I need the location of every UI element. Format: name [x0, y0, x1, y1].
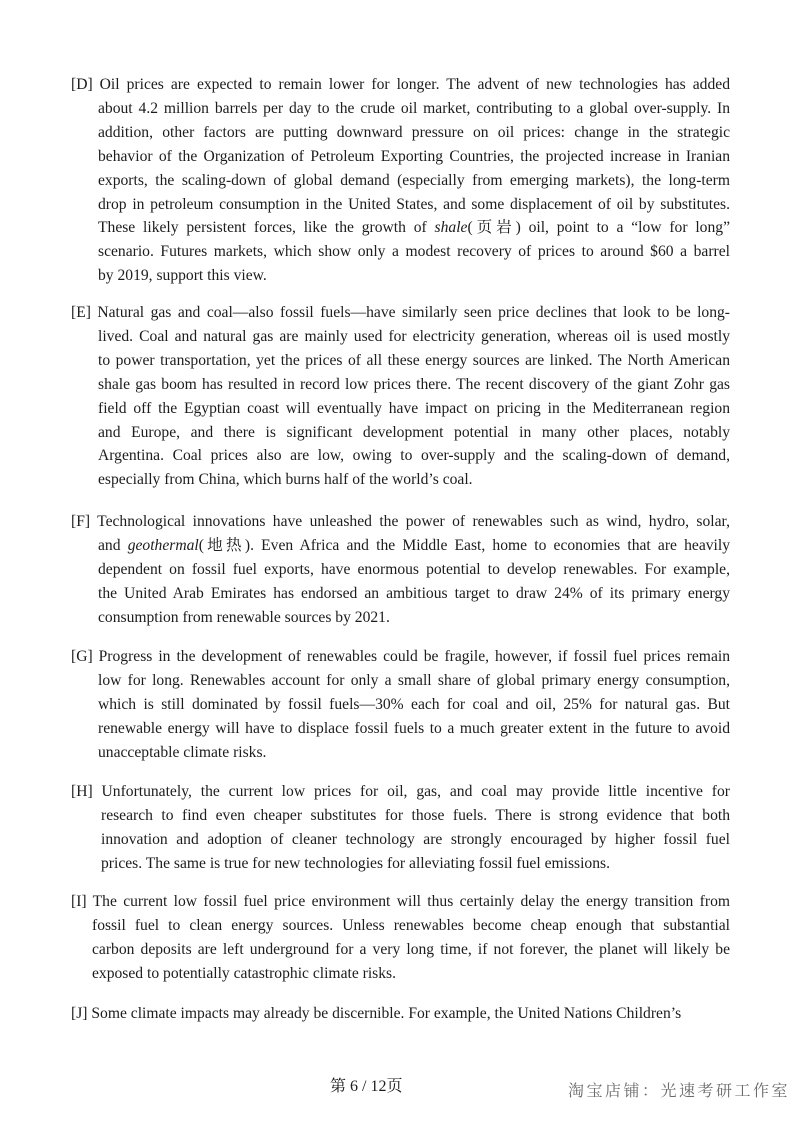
text-line: shale gas boom has resulted in record low prices there. The recent discovery of the giant Zohr gas	[98, 375, 730, 393]
text-line: consumption from renewable sources by 2021.	[98, 608, 390, 626]
paragraph-g	[71, 645, 730, 765]
text-line: [J] Some climate impacts may already be discernible. For example, the United Nations Children’s	[71, 1005, 682, 1022]
text-line: carbon deposits are left underground for a very long time, if not forever, the planet will likely be	[92, 940, 730, 958]
text-line: unacceptable climate risks.	[98, 743, 267, 761]
italic-term: shale	[434, 219, 468, 237]
text-line: [E] Natural gas and coal—also fossil fuels—have similarly seen price declines that look to be long-	[71, 304, 730, 321]
text-line: exposed to potentially catastrophic climate risks.	[92, 964, 396, 982]
paragraph-j	[71, 1002, 730, 1026]
text-line: renewable energy will have to displace fossil fuels to a much greater extent in the future to avoid	[98, 719, 730, 737]
text-line: addition, other factors are putting downward pressure on oil prices: change in the strategic	[98, 123, 730, 141]
text-line: Argentina. Coal prices also are low, owing to over-supply and the scaling-down of demand,	[98, 447, 730, 465]
text-line: [D] Oil prices are expected to remain lower for longer. The advent of new technologies has added	[71, 76, 730, 93]
text-line: behavior of the Organization of Petroleum Exporting Countries, the projected increase in Iranian	[98, 147, 730, 165]
text-line: prices. The same is true for new technologies for alleviating fossil fuel emissions.	[101, 854, 610, 872]
text-line: drop in petroleum consumption in the United States, and some displacement of oil by substitutes.	[98, 195, 730, 213]
text-line: lived. Coal and natural gas are mainly used for electricity generation, whereas oil is used mostly	[98, 327, 730, 345]
paragraph-e	[71, 301, 730, 492]
text-line: especially from China, which burns half of the world’s coal.	[98, 471, 473, 489]
text-line: by 2019, support this view.	[98, 267, 267, 285]
text-line: the United Arab Emirates has endorsed an ambitious target to draw 24% of its primary energy	[98, 584, 730, 602]
text-line: exports, the scaling-down of global demand (especially from emerging markets), the long-term	[98, 171, 730, 189]
text-line: field off the Egyptian coast will eventually have impact on pricing in the Mediterranean region	[98, 399, 730, 417]
paragraph-f	[71, 510, 730, 630]
text-line: and geothermal(地热). Even Africa and the Middle East, home to economies that are heavily	[98, 536, 731, 554]
text-line: [F] Technological innovations have unleashed the power of renewables such as wind, hydro, solar,	[71, 513, 730, 530]
text-line: to power transportation, yet the prices of all these energy sources are linked. The North American	[98, 351, 730, 369]
text-line: scenario. Futures markets, which show only a modest recovery of prices to around $60 a barrel	[98, 243, 730, 261]
page-number: 第 6 / 12页	[330, 1078, 403, 1095]
text-line: fossil fuel to clean energy sources. Unless renewables become cheap enough that substantial	[92, 916, 730, 934]
text-line: low for long. Renewables account for only a small share of global primary energy consumption,	[98, 671, 730, 689]
paragraph-i	[71, 890, 730, 986]
paragraph-h	[71, 780, 730, 876]
shop-watermark: 淘宝店铺：光速考研工作室	[568, 1081, 791, 1100]
text-line: dependent on fossil fuel exports, have enormous potential to develop renewables. For example,	[98, 560, 730, 578]
text-line: [G] Progress in the development of renewables could be fragile, however, if fossil fuel prices remain	[71, 648, 730, 665]
text-line: [H] Unfortunately, the current low prices for oil, gas, and coal may provide little incentive for	[71, 783, 730, 800]
italic-term: geothermal	[127, 536, 199, 554]
text-line: and Europe, and there is significant development potential in many other places, notably	[98, 423, 730, 441]
text-line: [I] The current low fossil fuel price environment will thus certainly delay the energy transition from	[71, 893, 730, 910]
text-line: which is still dominated by fossil fuels—30% each for coal and oil, 25% for natural gas. But	[98, 695, 730, 713]
text-line: research to find even cheaper substitutes for those fuels. There is strong evidence that both	[101, 806, 730, 824]
text-line: about 4.2 million barrels per day to the crude oil market, contributing to a global over-supply. In	[98, 99, 730, 117]
text-line: These likely persistent forces, like the growth of shale(页岩) oil, point to a “low for long”	[98, 219, 730, 237]
text-line: innovation and adoption of cleaner technology are strongly encouraged by higher fossil fuel	[101, 830, 730, 848]
paragraph-d	[71, 73, 730, 288]
